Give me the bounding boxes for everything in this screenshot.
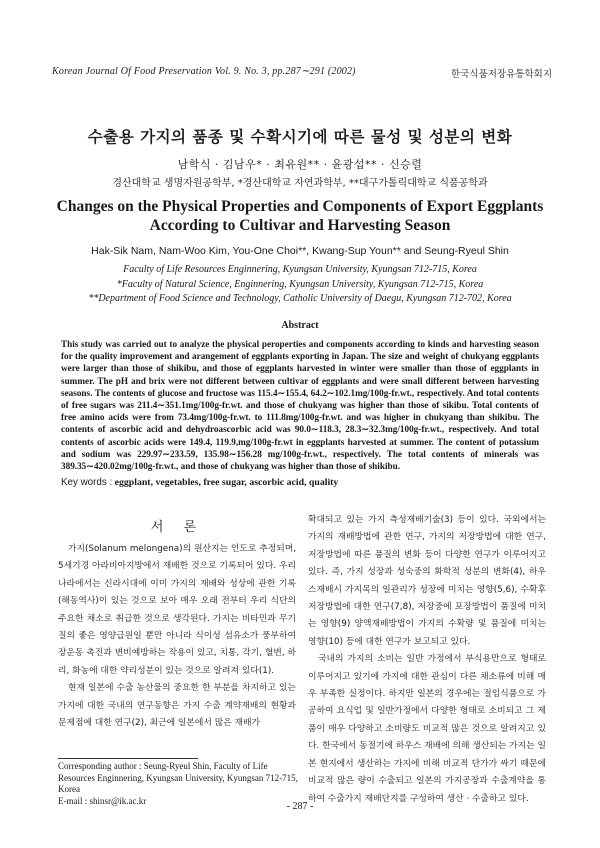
keywords [61,477,539,488]
footnote-divider [58,758,198,759]
english-title [0,197,600,235]
right-paragraph-2: 국내의 가지의 소비는 일반 가정에서 부식용만으로 형태로 이루어지고 있기에 가지에 대한 관심이 다른 채소류에 비해 매우 부족한 실정이다. 하지만 일본의 경우에는 절임식품으로 가공하여 요식업 및 일반가정에서 다양한 형태로 소비되고 그 제품이 매우 다양하고 소비량도 비교적 많은 것으로 알려지고 있다. 한국에서 동절기에 하우스 재배에 의해 생산되는 가지는 일본 현지에서 생산하는 가지에 비해 비교적 단가가 싸기 때문에 비교적 많은 량이 수출되고 일본의 가지공장과 수출계약을 통하여 수출가지 재배단지를 구성하여 생산 · 수출하고 있다. [308,654,546,804]
english-title-line-1: Changes on the Physical Properties and Components of Export Eggplants [56,198,544,215]
english-authors: Hak-Sik Nam, Nam-Woo Kim, You-One Choi**, Kwang-Sup Youn** and Seung-Ryeul Shin [91,245,509,257]
keywords-label: Key words : [61,477,113,488]
english-affiliations [0,263,600,307]
korean-affiliations: 경산대학교 생명자원공학부, *경산대학교 자연과학부, **대구가톨릭대학교 식품공학과 [112,178,488,189]
abstract-heading: Abstract [281,320,319,331]
left-paragraph-2: 현재 일본에 수출 농산물의 중요한 한 부분을 차지하고 있는 가지에 대한 국내의 연구동향은 가지 수출 계약재배의 현황과 문제점에 대한 연구(2), 최근에 일본에서 많은 재배가 [58,683,296,729]
page-number: - 287 - [286,801,314,812]
right-column [308,512,546,808]
affiliation-2: *Faculty of Natural Science, Enginnering, Kyungsan University, Kyungsan 712-715, Korea [116,278,484,290]
affiliation-1: Faculty of Life Resources Enginnering, Kyungsan University, Kyungsan 712-715, Korea [123,264,477,275]
left-paragraph-1: 가지(Solanum melongena)의 원산지는 인도로 추정되며, 5세기경 아라비아지방에서 재배한 것으로 기록되어 있다. 우리나라에서는 신라시대에 이미 가지의 재배와 성상에 관한 기록(해동역사)이 있는 것으로 보아 매우 오래 전부터 우리 식단의 주요한 채소로 취급한 것으로 생각된다. 가지는 비타민과 무기질의 좋은 영양급원일 뿐만 아니라 식이성 섬유소가 풍부하여 장운동 촉진과 변비예방하는 작용이 있고, 치통, 각기, 혈변, 하리, 화농에 대한 약리성분이 있는 것으로 알려져 있다(1). [58,544,296,676]
english-title-line-2: According to Cultivar and Harvesting Season [149,217,451,234]
affiliation-3: **Department of Food Science and Technology, Catholic University of Daegu, Kyungsan 712-702, Korea [88,293,512,304]
keywords-value: eggplant, vegetables, free sugar, ascorbic acid, quality [114,477,339,488]
abstract-text: This study was carried out to analyze the physical peroperties and components according to kinds and harvesting season for the quality improvement and arangement of eggplants exporting in Japan. The size and weight of chukyang eggplants were larger than those of shikibu, and those of eggplants harvested in winter were smaller than those of eggplants in summer. The pH and brix were not different between cultivar of eggplants and were small different between harvesting seasons. The contents of glucose and fructose was 115.4∼155.4, 64.2∼102.1mg/100g-fr.wt., respectively. And total contents of free sugars was 211.4∼351.1mg/100g-fr.wt. and those of chukyang was higher than those of sikibu. Total contents of free amino acids were from 73.4mg/100g-fr.wt. to 111.8mg/100g-fr.wt. and was higher in chukyang than shikibu. The contents of ascorbic acid and dehydroascorbic acid was 90.0∼118.3, 28.3∼32.3mg/100g-fr.wt., respectively. And total contents of ascorbic acids were 149.4, 119.9,mg/100g-fr.wt in eggplants harvested at summer. The content of potassium and sodium was 229.97∼233.59, 135.98∼156.28 mg/100g-fr.wt., respectively. The total contents of minerals was 389.35∼420.02mg/100g-fr.wt., and those of chukyang was higher than those of shikibu. [61,339,539,472]
korean-title: 수출용 가지의 품종 및 수확시기에 따른 물성 및 성분의 변화 [87,128,513,146]
journal-citation: Korean Journal Of Food Preservation Vol. 9. No. 3, pp.287∼291 (2002) [52,66,356,77]
corresponding-author: Corresponding author : Seung-Ryeul Shin, Faculty of Life Resources Enginnering, Kyungsan University, Kyungsan 712-715, Korea [58,761,298,794]
author-email: E-mail : shinsr@ik.ac.kr [58,795,147,806]
society-name: 한국식품저장유통학회지 [451,69,552,80]
korean-authors: 남학식 · 김남우* · 최유원** · 윤광섭** · 신승렬 [177,158,423,171]
right-paragraph-1: 확대되고 있는 가지 측성재배기술(3) 등이 있다. 국외에서는 가지의 재배방법에 관한 연구, 가지의 저장방법에 대한 연구, 저장방법에 따른 품질의 변화 등이 다양한 연구가 이루어지고 있다. 즉, 가지 성장과 성숙중의 화학적 성분의 변화(4), 하우스재배시 가지목의 일관리가 성장에 미치는 영향(5,6), 수확후 저장방법에 대한 연구(7,8), 저장중에 포장방법이 품질에 미치는 영향(9) 양액재배방법이 가지의 수확량 및 품질에 미치는 영향(10) 등에 대한 연구가 보고되고 있다. [308,515,546,647]
section-heading-introduction: 서 론 [150,520,205,535]
left-column [58,541,296,732]
